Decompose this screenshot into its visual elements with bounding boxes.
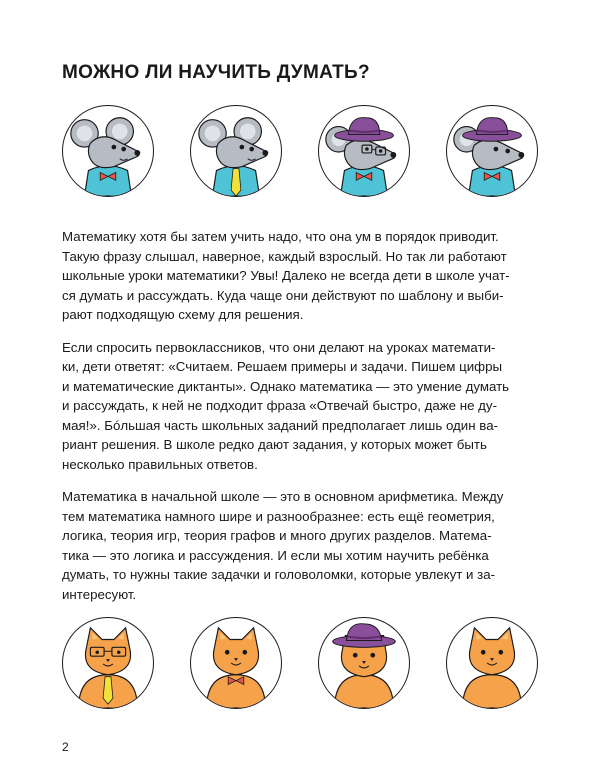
text-line: логика, теория игр, теория графов и много других разделов. Матема- bbox=[62, 528, 492, 543]
text-line: и рассуждать, к ней не подходит фраза «Отвечай быстро, даже не ду- bbox=[62, 398, 498, 413]
mouse-hat-glasses-icon bbox=[318, 105, 410, 197]
mouse-tie-icon bbox=[190, 105, 282, 197]
text-line: Математика в начальной школе — это в основном арифметика. Между bbox=[62, 489, 504, 504]
mouse-hat-icon bbox=[446, 105, 538, 197]
text-line: тика — это логика и рассуждения. И если мы хотим научить ребёнка bbox=[62, 547, 489, 563]
text-line: мая!». Бóльшая часть школьных заданий предполагает лишь один ва- bbox=[62, 417, 499, 433]
text-line: риант решения. В школе редко дают задания, у которых может быть bbox=[62, 437, 487, 452]
text-line: ки, дети ответят: «Считаем. Решаем примеры и задачи. Пишем цифры bbox=[62, 359, 503, 374]
cat-plain-icon bbox=[446, 617, 538, 709]
cat-bowtie-icon bbox=[190, 617, 282, 709]
text-line: рают подходящую схему для решения. bbox=[62, 307, 304, 322]
cat-glasses-tie-icon bbox=[62, 617, 154, 709]
text-line: Математику хотя бы затем учить надо, что она ум в порядок приводит. bbox=[62, 229, 499, 244]
cat-hat-icon bbox=[318, 617, 410, 709]
paragraph-3 bbox=[62, 487, 542, 604]
body-text bbox=[62, 227, 542, 617]
mouse-illustrations bbox=[62, 105, 538, 197]
paragraph-1 bbox=[62, 227, 542, 325]
text-line: и математические диктанты». Однако математика — это умение думать bbox=[62, 378, 510, 394]
text-line: школьные уроки математики? Увы! Далеко не всегда дети в школе учат- bbox=[62, 268, 510, 283]
page-number: 2 bbox=[62, 740, 69, 754]
text-line: тем математика намного шире и разнообразнее: есть ещё геометрия, bbox=[62, 508, 495, 524]
cat-illustrations bbox=[62, 617, 538, 709]
paragraph-2 bbox=[62, 338, 542, 475]
text-line: Такую фразу слышал, наверное, каждый взрослый. Но так ли работают bbox=[62, 248, 507, 264]
text-line: интересуют. bbox=[62, 586, 137, 602]
text-line: Если спросить первоклассников, что они делают на уроках математи- bbox=[62, 339, 496, 355]
text-line: несколько правильных ответов. bbox=[62, 456, 258, 472]
page-title: МОЖНО ЛИ НАУЧИТЬ ДУМАТЬ? bbox=[62, 62, 370, 83]
mouse-bowtie-icon bbox=[62, 105, 154, 197]
text-line: ся думать и рассуждать. Куда чаще они действуют по шаблону и выби- bbox=[62, 287, 504, 303]
text-line: думать, то нужны такие задачки и головоломки, которые увлекут и за- bbox=[62, 567, 496, 582]
